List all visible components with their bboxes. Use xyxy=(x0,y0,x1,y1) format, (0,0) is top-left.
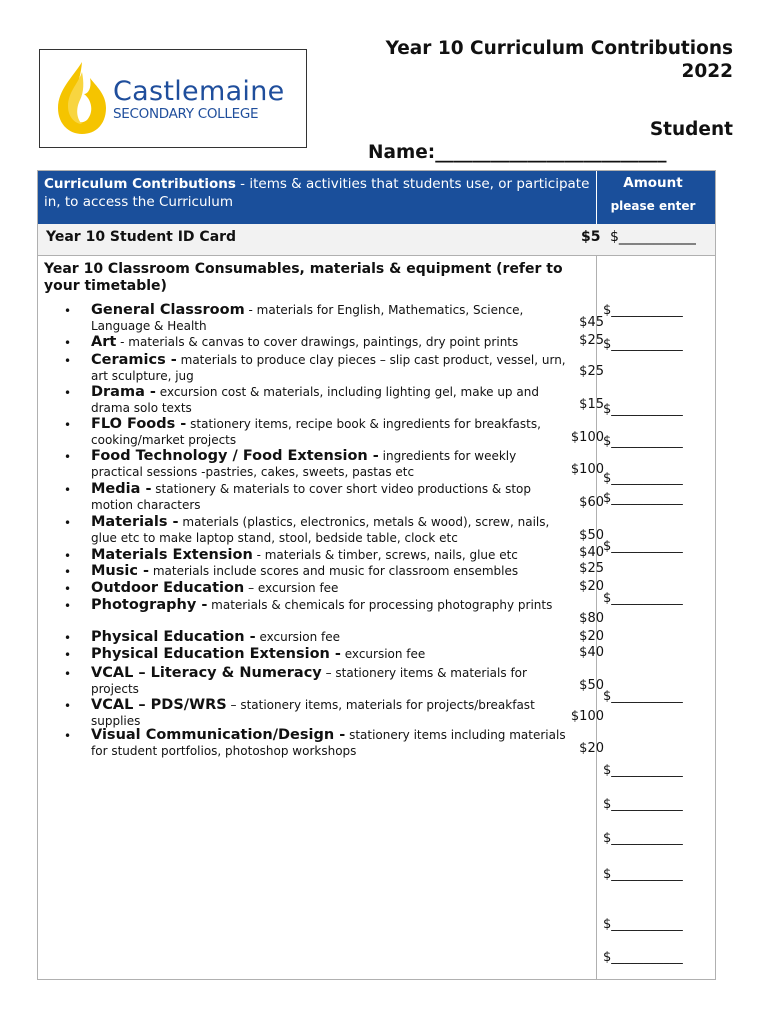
item-price: $20 xyxy=(579,741,604,756)
item-name: General Classroom xyxy=(91,302,245,318)
header-divider xyxy=(596,171,597,224)
item-text xyxy=(91,646,571,662)
bullet-icon: • xyxy=(64,599,72,613)
amount-input[interactable]: $___________ xyxy=(603,591,683,606)
item-description: stationery items including materials for student portfolios, photoshop workshops xyxy=(91,728,566,759)
item-price: $100 xyxy=(570,462,604,477)
header-description xyxy=(44,175,594,211)
item-name: Materials Extension xyxy=(91,547,253,563)
student-name-field[interactable]: Name:_________________________ xyxy=(368,142,667,163)
flame-logo-icon xyxy=(54,60,109,136)
item-text xyxy=(91,334,571,350)
item-text xyxy=(91,514,571,547)
item-description: materials for English, Mathematics, Science, Language & Health xyxy=(91,303,524,334)
id-card-amount-field[interactable]: $___________ xyxy=(610,229,696,245)
item-text xyxy=(91,416,571,449)
item-text xyxy=(91,384,571,417)
item-separator: – xyxy=(321,666,336,680)
amount-input[interactable]: $___________ xyxy=(603,689,683,704)
item-price: $50 xyxy=(579,528,604,543)
item-text xyxy=(91,563,571,579)
amount-input[interactable]: $___________ xyxy=(603,917,683,932)
bullet-icon: • xyxy=(64,450,72,464)
item-description: materials & canvas to cover drawings, paintings, dry point prints xyxy=(128,335,519,349)
item-text xyxy=(91,302,571,335)
student-label: Student xyxy=(649,119,733,140)
item-name: Music - xyxy=(91,563,150,579)
item-separator: - xyxy=(252,548,265,562)
item-description: materials include scores and music for classroom ensembles xyxy=(152,564,519,578)
bullet-icon: • xyxy=(64,648,72,662)
amount-input[interactable]: $___________ xyxy=(603,303,683,318)
bullet-icon: • xyxy=(64,304,72,318)
logo-name: Castlemaine xyxy=(113,76,285,107)
item-price: $40 xyxy=(579,545,604,560)
bullet-icon: • xyxy=(64,516,72,530)
item-name: VCAL – Literacy & Numeracy xyxy=(91,665,322,681)
contributions-table xyxy=(37,170,716,980)
item-name: Drama - xyxy=(91,384,156,400)
item-price: $45 xyxy=(579,315,604,330)
item-description: stationery items & materials for projects xyxy=(91,666,527,697)
item-text xyxy=(91,580,571,596)
bullet-icon: • xyxy=(64,418,72,432)
item-name: Physical Education Extension - xyxy=(91,646,341,662)
item-description: materials & chemicals for processing photography prints xyxy=(211,598,553,612)
id-card-price: $5 xyxy=(581,229,601,245)
item-price: $60 xyxy=(579,495,604,510)
amount-input[interactable]: $___________ xyxy=(603,434,683,449)
item-name: Art xyxy=(91,334,117,350)
item-separator: – xyxy=(226,698,241,712)
amount-input[interactable]: $___________ xyxy=(603,763,683,778)
item-price: $25 xyxy=(579,561,604,576)
item-price: $25 xyxy=(579,364,604,379)
item-description: excursion fee xyxy=(259,630,341,644)
item-text xyxy=(91,352,571,385)
item-description: excursion fee xyxy=(257,581,339,595)
document-title xyxy=(313,37,733,83)
amount-input[interactable]: $___________ xyxy=(603,471,683,486)
bullet-icon: • xyxy=(64,549,72,563)
college-logo xyxy=(39,49,307,148)
bullet-icon: • xyxy=(64,354,72,368)
item-text xyxy=(91,481,571,514)
header-title: Curriculum Contributions xyxy=(44,176,236,192)
amount-heading: Amount xyxy=(623,175,683,191)
item-description: materials (plastics, electronics, metals & wood), screw, nails, glue etc to make laptop stand, stool, bedside table, clock etc xyxy=(91,515,550,546)
item-description: stationery items, recipe book & ingredients for breakfasts, cooking/market projects xyxy=(91,417,541,448)
item-text xyxy=(91,665,571,698)
bullet-icon: • xyxy=(64,729,72,743)
amount-input[interactable]: $___________ xyxy=(603,539,683,554)
item-text xyxy=(91,727,571,760)
bullet-icon: • xyxy=(64,386,72,400)
item-price: $80 xyxy=(579,611,604,626)
bullet-icon: • xyxy=(64,483,72,497)
item-text xyxy=(91,697,571,730)
amount-input[interactable]: $___________ xyxy=(603,831,683,846)
item-name: VCAL – PDS/WRS xyxy=(91,697,227,713)
amount-input[interactable]: $___________ xyxy=(603,867,683,882)
logo-subtitle: SECONDARY COLLEGE xyxy=(113,106,259,122)
item-description: materials to produce clay pieces – slip cast product, vessel, urn, art sculpture, jug xyxy=(91,353,566,384)
item-name: Physical Education - xyxy=(91,629,256,645)
amount-input[interactable]: $___________ xyxy=(603,797,683,812)
item-separator: - xyxy=(244,303,257,317)
item-name: Photography - xyxy=(91,597,208,613)
item-text xyxy=(91,597,571,613)
item-name: Food Technology / Food Extension - xyxy=(91,448,379,464)
item-separator: – xyxy=(244,581,258,595)
item-text xyxy=(91,629,571,645)
item-price: $25 xyxy=(579,333,604,348)
item-text xyxy=(91,448,571,481)
bullet-icon: • xyxy=(64,667,72,681)
item-price: $40 xyxy=(579,645,604,660)
item-description: stationery items, materials for projects/breakfast supplies xyxy=(91,698,535,729)
table-header xyxy=(38,171,715,224)
item-price: $15 xyxy=(579,397,604,412)
item-name: Media - xyxy=(91,481,152,497)
item-description: excursion cost & materials, including lighting gel, make up and drama solo texts xyxy=(91,385,539,416)
item-description: materials & timber, screws, nails, glue etc xyxy=(264,548,518,562)
item-name: Visual Communication/Design - xyxy=(91,727,346,743)
id-card-row xyxy=(38,224,715,256)
bullet-icon: • xyxy=(64,565,72,579)
item-text xyxy=(91,547,571,563)
bullet-icon: • xyxy=(64,631,72,645)
item-name: Materials - xyxy=(91,514,179,530)
item-name: Outdoor Education xyxy=(91,580,245,596)
item-price: $50 xyxy=(579,678,604,693)
title-line-1: Year 10 Curriculum Contributions xyxy=(385,38,733,59)
bullet-icon: • xyxy=(64,699,72,713)
amount-input[interactable]: $___________ xyxy=(603,337,683,352)
item-price: $20 xyxy=(579,579,604,594)
item-description: excursion fee xyxy=(344,647,426,661)
section-title: Year 10 Classroom Consumables, materials & equipment (refer to your timetable) xyxy=(44,261,563,294)
please-enter-label: please enter xyxy=(610,199,696,213)
header-desc-text: - items & activities that students use, or participate in, to access the Curriculum xyxy=(44,176,590,210)
item-name: FLO Foods - xyxy=(91,416,187,432)
amount-input[interactable]: $___________ xyxy=(603,491,683,506)
id-card-label: Year 10 Student ID Card xyxy=(46,229,237,245)
item-price: $100 xyxy=(570,430,604,445)
amount-input[interactable]: $___________ xyxy=(603,402,683,417)
item-separator: - xyxy=(116,335,129,349)
item-description: stationery & materials to cover short video productions & stop motion characters xyxy=(91,482,532,513)
item-description: ingredients for weekly practical sessions -pastries, cakes, sweets, pastas etc xyxy=(91,449,517,480)
item-price: $100 xyxy=(570,709,604,724)
item-name: Ceramics - xyxy=(91,352,177,368)
amount-input[interactable]: $___________ xyxy=(603,950,683,965)
title-year: 2022 xyxy=(681,61,733,82)
item-price: $20 xyxy=(579,629,604,644)
bullet-icon: • xyxy=(64,582,72,596)
bullet-icon: • xyxy=(64,336,72,350)
